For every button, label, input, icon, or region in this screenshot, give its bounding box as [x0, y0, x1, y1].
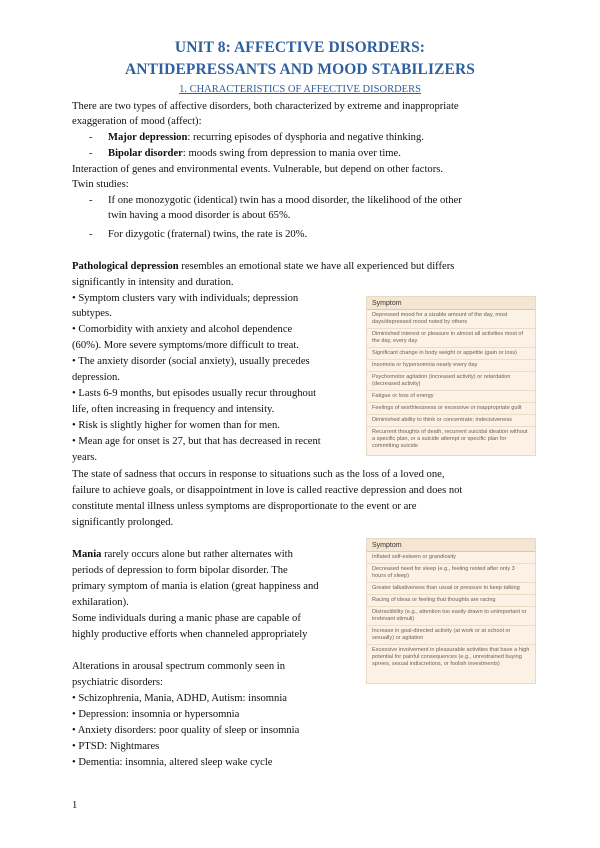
pathological-bullet-line: • The anxiety disorder (social anxiety), usually precedes	[72, 356, 310, 367]
arousal-line: • Schizophrenia, Mania, ADHD, Autism: insomnia	[72, 693, 287, 704]
intro-line-2: exaggeration of mood (affect):	[72, 116, 202, 127]
type-desc: : moods swing from depression to mania over time.	[182, 148, 401, 159]
table-row: Recurrent thoughts of death, recurrent suicidal ideation without a specific plan, or a suicide attempt or specific plan for committing suicide	[372, 429, 528, 449]
table-row: Inflated self-esteem or grandiosity	[367, 552, 535, 564]
table-header: Symptom	[367, 539, 535, 552]
section-heading: 1. CHARACTERISTICS OF AFFECTIVE DISORDERS	[179, 84, 421, 95]
table-row: Depressed mood for a sizable amount of the day, most days/depressed mood noted by others	[367, 310, 535, 329]
table-row: Insomnia or hypersomnia nearly every day	[367, 360, 535, 372]
arousal-line: • Dementia: insomnia, altered sleep wake cycle	[72, 757, 273, 768]
mania-line: Some individuals during a manic phase are capable of	[72, 613, 301, 624]
dash-bullet: -	[89, 148, 93, 159]
type-major-depression	[108, 130, 424, 145]
table-row: Psychomotor agitation (increased activity) or retardation (decreased activity)	[367, 372, 535, 391]
pathological-bullet-line: • Symptom clusters vary with individuals; depression	[72, 293, 299, 304]
pathological-bullet-line: subtypes.	[72, 308, 112, 319]
table-row: Racing of ideas or feeling that thoughts are racing	[367, 595, 535, 607]
twin-dizygotic: For dizygotic (fraternal) twins, the rate is 20%.	[108, 229, 308, 240]
twin-studies-heading: Twin studies:	[72, 179, 129, 190]
pathological-bullet-line: life, often increasing in frequency and intensity.	[72, 404, 275, 415]
type-term: Bipolar disorder	[108, 148, 183, 159]
pathological-bullet-line: • Comorbidity with anxiety and alcohol dependence	[72, 324, 293, 335]
depression-symptom-table	[366, 296, 536, 456]
pathological-bullet-line: • Risk is slightly higher for women than for men.	[72, 420, 280, 431]
type-desc: : recurring episodes of dysphoria and negative thinking.	[187, 132, 424, 143]
arousal-line: Alterations in arousal spectrum commonly seen in	[72, 661, 286, 672]
pathological-bullet-line: • Lasts 6-9 months, but episodes usually recur throughout	[72, 388, 317, 399]
table-row: Significant change in body weight or appetite (gain or loss)	[367, 348, 535, 360]
table-row: Diminished ability to think or concentrate; indecisiveness	[367, 415, 535, 427]
pathological-bullet-line: years.	[72, 452, 97, 463]
sadness-line: The state of sadness that occurs in response to situations such as the loss of a loved one,	[72, 469, 445, 480]
sadness-line: failure to achieve goals, or disappointment in love is called reactive depression and does not	[72, 485, 463, 496]
table-row: Increase in goal-directed activity (at work or at school or sexually) or agitation	[367, 626, 535, 645]
pathological-line-1	[72, 259, 454, 274]
mania-line: primary symptom of mania is elation (great happiness and	[72, 581, 319, 592]
genes-line: Interaction of genes and environmental events. Vulnerable, but depend on other factors.	[72, 164, 443, 175]
twin-mono-line-1: If one monozygotic (identical) twin has a mood disorder, the likelihood of the other	[108, 195, 462, 206]
mania-symptom-table	[366, 538, 536, 684]
mania-rest: rarely occurs alone but rather alternates with	[101, 549, 293, 560]
arousal-line: • Depression: insomnia or hypersomnia	[72, 709, 240, 720]
mania-line: exhilaration).	[72, 597, 129, 608]
pathological-rest: resembles an emotional state we have all experienced but differs	[178, 261, 455, 272]
table-row: Diminished interest or pleasure in almost all activities most of the day, every day	[367, 329, 535, 348]
pathological-bullet-line: • Mean age for onset is 27, but that has decreased in recent	[72, 436, 321, 447]
sadness-line: constitute mental illness unless symptoms are disproportionate to the event or are	[72, 501, 417, 512]
table-row: Distractibility (e.g., attention too easily drawn to unimportant or irrelevant stimuli)	[367, 607, 535, 626]
page-number: 1	[72, 800, 78, 811]
dash-bullet: -	[89, 229, 93, 240]
table-row: Decreased need for sleep (e.g., feeling rested after only 3 hours of sleep)	[367, 564, 535, 583]
table-row: Excessive involvement in pleasurable activities that have a high potential for painful consequences (e.g., unrestrained buying sprees, sexual indiscretions, or foolish investments)	[372, 647, 530, 667]
arousal-line: • PTSD: Nightmares	[72, 741, 160, 752]
mania-line-1	[72, 547, 293, 562]
mania-line: periods of depression to form bipolar disorder. The	[72, 565, 288, 576]
twin-mono-line-2: twin having a mood disorder is about 65%.	[108, 210, 291, 221]
intro-line-1: There are two types of affective disorders, both characterized by extreme and inappropriate	[72, 101, 459, 112]
pathological-bullet-line: depression.	[72, 372, 120, 383]
arousal-line: psychiatric disorders:	[72, 677, 163, 688]
mania-line: highly productive efforts when channeled appropriately	[72, 629, 308, 640]
page-title-line-2: ANTIDEPRESSANTS AND MOOD STABILIZERS	[125, 61, 475, 78]
table-row: Feelings of worthlessness or excessive or inappropriate guilt	[367, 403, 535, 415]
table-row: Greater talkativeness than usual or pressure to keep talking	[367, 583, 535, 595]
type-bipolar-disorder	[108, 146, 401, 161]
table-row: Fatigue or loss of energy	[367, 391, 535, 403]
pathological-term: Pathological depression	[72, 261, 179, 272]
type-term: Major depression	[108, 132, 188, 143]
pathological-line-2: significantly in intensity and duration.	[72, 277, 234, 288]
dash-bullet: -	[89, 195, 93, 206]
arousal-line: • Anxiety disorders: poor quality of sleep or insomnia	[72, 725, 300, 736]
pathological-bullet-line: (60%). More severe symptoms/more difficult to treat.	[72, 340, 299, 351]
mania-term: Mania	[72, 549, 102, 560]
dash-bullet: -	[89, 132, 93, 143]
table-header: Symptom	[367, 297, 535, 310]
page-title-line-1: UNIT 8: AFFECTIVE DISORDERS:	[174, 39, 426, 56]
sadness-line: significantly prolonged.	[72, 517, 174, 528]
